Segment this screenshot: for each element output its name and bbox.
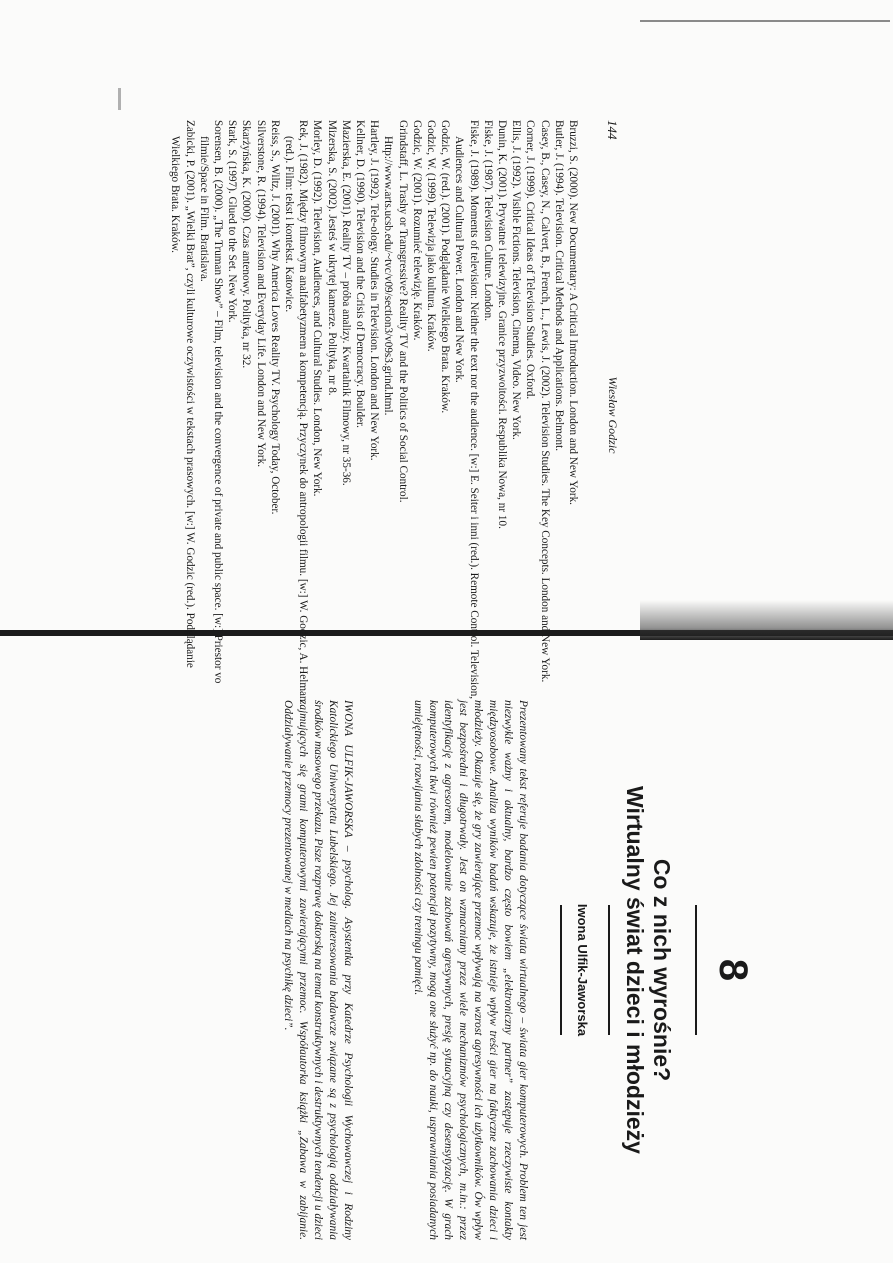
reference-item: Butler, J. (1994). Television. Critical Methods and Applications. Belmont. (552, 120, 565, 452)
chapter-author: Iwona Ulfik-Jaworska (575, 903, 590, 1037)
reference-item: Casey, B., Casey, N., Calvert, B., French, L., Lewis, J. (2002). Television Studies. The Key Concepts. London and New York. (538, 120, 551, 683)
reference-item: Morley, D. (1992). Television, Audiences, and Cultural Studies. London, New York. (311, 120, 324, 497)
reference-item: Godzic, W. (1999). Telewizja jako kultura. Kraków. (424, 120, 437, 352)
references-page (169, 120, 620, 710)
chapter-opening-page (215, 700, 755, 1240)
title-rule-mid (608, 905, 610, 1035)
reference-item: Mazierska, E. (2001). Reality TV – próba analizy. Kwartalnik Filmowy, nr 35-36. (339, 120, 352, 486)
page-number: 144 (605, 120, 620, 140)
reference-list (168, 120, 580, 710)
reference-item: Dunin, K. (2001). Prywatne i telewizyjne. Granice przyzwoitości. Respublika Nowa, nr 10. (495, 120, 508, 529)
running-head (594, 120, 620, 710)
reference-item: Hartley, J. (1992). Tele-ology. Studies in Television. London and New York. (368, 120, 381, 461)
author-bio: IWONA ULFIK-JAWORSKA – psycholog. Asystentka przy Katedrze Psychologii Wychowawczej i Rodziny Katolickiego Uniwersytetu Lubelskiego. Jej zainteresowania badawcze związane są z psychologią oddziaływania środków masowego przekazu. Pisze rozprawę doktorską na temat konstruktywnych i destruktywnych tendencji u dzieci zajmujących się grami komputerowymi zawierającymi przemoc. Współautorka książki „Zabawa w zabijanie. Oddziaływanie przemocy prezentowanej w mediach na psychikę dzieci”. (282, 700, 354, 1240)
reference-item: Grindstaff, L. Trashy or Transgressive? Reality TV and the Politics of Social Control. Http://www.arts.ucsb.edu/~tvc/v09/section3/v09s3.grind.html. (382, 120, 409, 503)
reference-item: Ellis, J. (1992). Visible Fictions. Television, Cinema, Video. New York. (510, 120, 523, 440)
reference-item: Stark, S. (1997). Glued to the Set. New York. (226, 120, 239, 323)
reference-item: Fiske, J. (1987). Television Culture. London. (481, 120, 494, 321)
reference-item: Mizerska, S. (2002). Jesteś w ukrytej kamerze. Polityka, nr 8. (325, 120, 338, 396)
chapter-abstract: Prezentowany tekst referuje badania dotyczące świata wirtualnego – świata gier komputerowych. Problem ten jest niezwykle ważny i aktualny, bardzo często bowiem „elektroniczny partner” zastępuje rzeczywiste kontakty międzyosobowe. Analiza wyników badań wskazuje, że istnieje wpływ treści gier na faktyczne zachowania dzieci i młodzieży. Okazuje się, że gry zawierające przemoc wpływają na wzrost agresywności ich użytkowników. Ów wpływ jest bezpośredni i długotrwały. Jest on wzmacniany przez wiele mechanizmów psychologicznych, m.in.: przez identyfikację z agresorem, modelowanie zachowań agresywnych, presję sytuacyjną czy desensytyzację. W grach komputerowych tkwi również pewien potencjał pozytywny, mogą one służyć np. do nauki, usprawniania posiadanych umiejętności, rozwijania słabych zdolności czy treningu pamięci. (412, 700, 529, 1240)
reference-item: Godzic, W. (red.). (2001). Podglądanie Wielkiego Brata. Kraków. (439, 120, 452, 414)
running-head-author: Wiesław Godzic (606, 376, 620, 454)
chapter-number: 8 (711, 958, 755, 982)
title-rule-bottom (560, 905, 562, 1035)
reference-item: Corner, J. (1999). Critical Ideas of Television Studies. Oxford. (524, 120, 537, 400)
reference-item: Godzic, W. (2001). Rozumieć telewizję. Kraków. (410, 120, 423, 341)
reference-item: Sorensen, B. (2000). „The Truman Show” – Film, television and the convergence of private and public space. [w:] Priestor vo filmie/Space in Film. Bratislava. (197, 120, 224, 684)
reference-item: Rek, J. (1982). Między filmowym analfabetyzmem a kompetencją. Przyczynek do antropologii filmu. [w:] W. Godzic, A. Helman (red.). Film: tekst i kontekst. Katowice. (282, 120, 310, 702)
reference-item: Silverstone, R. (1994). Television and Everyday Life. London and New York. (254, 120, 267, 468)
reference-item: Skarżyńska, K. (2000). Czas antenowy. Polityka, nr 32. (240, 120, 253, 369)
scan-speck (118, 88, 121, 110)
reference-item: Zabicki, P. (2001). „Wielki Brat”, czyli kulturowe oczywistości w tekstach prasowych. [w:] W. Godzic (red.). Podglądanie Wielkiego Brata. Kraków. (169, 120, 196, 668)
title-rule-top (695, 905, 697, 1035)
page-divider-shadow (640, 600, 893, 640)
reference-item: Fiske, J. (1989). Moments of television: Neither the text nor the audience. [w:] E. Seiter i inni (red.). Remote Control. Television, Audiences and Cultural Power. London and New York. (453, 120, 480, 700)
scan-edge-mark (640, 20, 890, 22)
chapter-title-line-1: Co z nich wyrośnie? (649, 858, 675, 1082)
chapter-title (621, 700, 675, 1240)
chapter-title-line-2: Wirtualny świat dzieci i młodzieży (622, 786, 648, 1154)
reference-item: Kellner, D. (1990). Television and the Crisis of Democracy. Boulder. (353, 120, 366, 428)
reference-item: Reiss, S., Wiltz, J. (2001). Why America Loves Reality TV. Psychology Today, October. (268, 120, 281, 515)
reference-item: Bruzzi, S. (2000). New Documentary: A Critical Introduction. London and New York. (567, 120, 579, 505)
